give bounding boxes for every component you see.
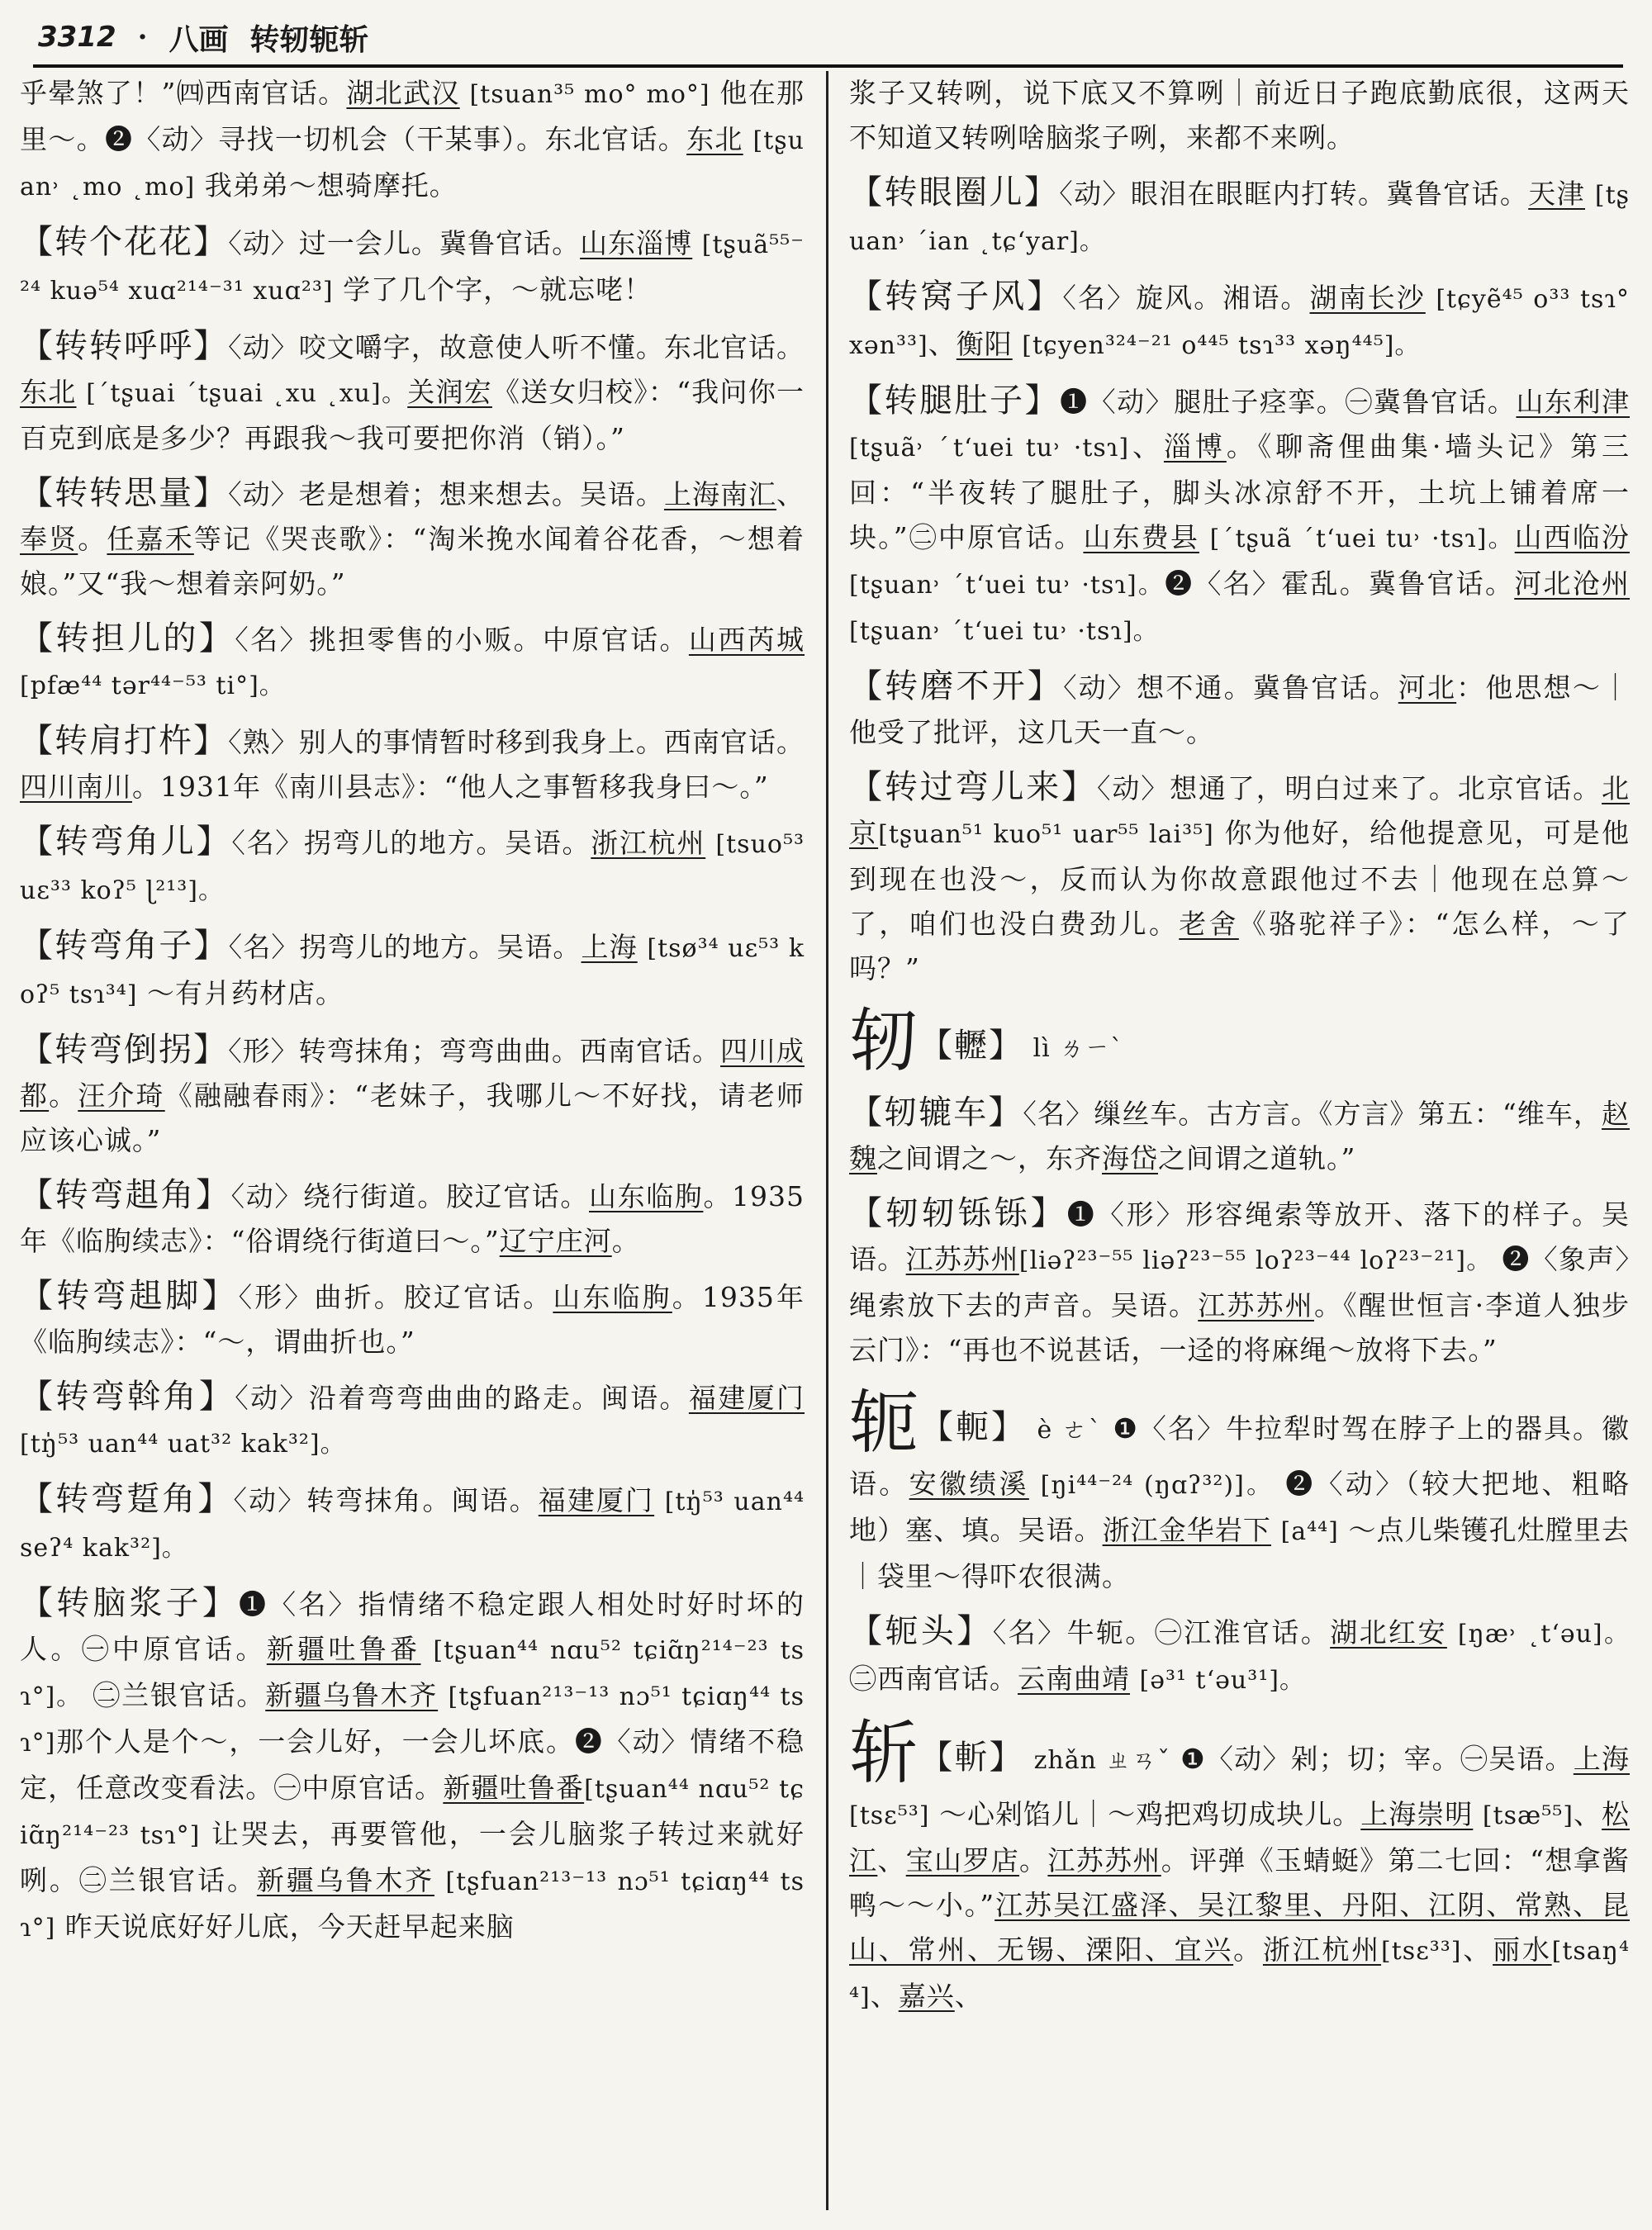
dictionary-entry: 【轫轫铄铄】❶〈形〉形容绳索等放开、落下的样子。吴语。江苏苏州[liəʔ²³⁻⁵⁵ liəʔ²³⁻⁵⁵ loʔ²³⁻⁴⁴ loʔ²³⁻²¹]。 ❷〈象声〉绳索放下去的声音。吴语。江苏苏州。《醒世恒言·李道人独步云门》：“再也不说甚话，一迳的将麻绳～放将下去。”: [849, 1194, 1630, 1366]
place-name: 新疆乌鲁木齐: [265, 1679, 439, 1711]
headword: 【转担儿的】: [20, 619, 235, 657]
phonetic: [a⁴⁴]: [1280, 1517, 1339, 1546]
phonetic: [tʂfuan²¹³⁻¹³ nɔ⁵¹ tɕiɑŋ⁴⁴ tsɿ°]: [20, 1682, 805, 1758]
place-name: 山东费县: [1083, 521, 1199, 553]
definition: ❶〈动〉腿肚子痉挛。㊀冀鲁官话。: [1060, 386, 1517, 418]
definition: ❶〈形〉形容绳索等放开、落下的样子。吴语。: [849, 1198, 1630, 1275]
headword: 【转腿肚子】: [849, 382, 1061, 420]
stroke-section: 八画: [169, 21, 229, 57]
traditional-form: 【轣】: [919, 1027, 1024, 1065]
place-name: 北京: [849, 772, 1630, 849]
definition: 〈名〉拐弯儿的地方。吴语。: [228, 931, 582, 963]
place-name: 海岱: [1102, 1142, 1158, 1174]
dictionary-entry: [849, 170, 1630, 264]
definition: 〈形〉曲折。胶辽官话。: [238, 1281, 553, 1313]
phonetic: [tʂuan˒ ˊt‘uei tu˒ ·tsɿ]。: [849, 571, 1165, 600]
phonetic: [tŋ̍⁵³ uan⁴⁴ uat³² kak³²]。: [20, 1430, 346, 1459]
headword: 【转转思量】: [20, 474, 229, 512]
dictionary-entry: 【转转思量】〈动〉老是想着；想来想去。吴语。上海南汇、奉贤。任嘉禾等记《哭丧歌》：“淘米挽水闻着谷花香，～想着娘。”又“我～想着亲阿奶。”: [20, 474, 805, 600]
traditional-form: 【斬】: [919, 1739, 1024, 1777]
place-name: 山东临朐: [589, 1180, 704, 1212]
definition: 〈动〉绕行街道。胶辽官话。: [230, 1180, 590, 1212]
place-name: 四川南川: [20, 771, 132, 803]
definition: 〈动〉想通了，明白过来了。北京官话。: [1097, 772, 1602, 804]
place-name: 新疆吐鲁番: [266, 1633, 421, 1665]
headword: 【转眼圈儿】: [849, 173, 1060, 211]
place-name: 东北: [20, 376, 77, 408]
place-name: 浙江金华岩下: [1102, 1514, 1271, 1546]
place-name: 四川成都: [20, 1035, 805, 1112]
header-rule: [33, 64, 1623, 68]
headword: 【转弯角儿】: [20, 823, 232, 861]
pronunciation: è ㄜˋ: [1037, 1416, 1103, 1445]
place-name: 江苏苏州: [1047, 1844, 1161, 1877]
dictionary-entry: 【转个花花】〈动〉过一会儿。冀鲁官话。山东淄博 [tʂuã⁵⁵⁻²⁴ kuə⁵⁴ xuɑ²¹⁴⁻³¹ xuɑ²³] 学了几个字，～就忘咾！: [20, 223, 805, 306]
place-name: 上海崇明: [1360, 1798, 1474, 1830]
place-name: 浙江杭州: [1262, 1933, 1382, 1966]
place-name: 湖南长沙: [1309, 282, 1426, 314]
phonetic: [tʂuan˒ ˛mo ˛mo]: [20, 126, 805, 202]
definition: 〈熟〉别人的事情暂时移到我身上。西南官话。: [228, 726, 805, 758]
place-name: 上海: [581, 931, 638, 963]
phonetic: [tsuan³⁵ mo° mo°]: [469, 80, 710, 109]
phonetic: [ˊtʂuã ˊt‘uei tu˒ ·tsɿ]。: [1209, 524, 1515, 553]
phonetic: [ə³¹ t‘əu³¹]。: [1139, 1666, 1305, 1695]
place-name: 河北: [1398, 671, 1457, 704]
phonetic: [tʂuã⁵⁵⁻²⁴ kuə⁵⁴ xuɑ²¹⁴⁻³¹ xuɑ²³]: [20, 230, 805, 306]
author-name: 老舍: [1179, 908, 1239, 940]
phonetic: [ŋi⁴⁴⁻²⁴ (ŋɑʔ³²)]。: [1040, 1471, 1275, 1500]
author-name: 汪介琦: [78, 1079, 165, 1112]
place-name: 湖北红安: [1330, 1616, 1447, 1649]
headword: 【转弯趄脚】: [20, 1277, 239, 1315]
page-number: 3312: [38, 21, 116, 54]
place-name: 山东利津: [1516, 386, 1630, 418]
header-characters: 转轫轭斩: [249, 21, 369, 57]
headword: 【转肩打杵】: [20, 722, 229, 760]
place-name: 丽水: [1493, 1933, 1552, 1966]
dictionary-entry: [20, 1477, 805, 1571]
dictionary-entry: 浆子又转咧，说下底又不算咧｜前近日子跑底勤底很，这两天不知道又转咧啥脑浆子咧，来都不来咧。: [849, 77, 1630, 154]
phonetic: [tʂuan˒ ˊian ˛tɕ‘yar]。: [849, 181, 1630, 256]
headword: 【转弯斡角】: [20, 1378, 235, 1416]
place-name: 嘉兴: [898, 1980, 955, 2012]
place-name: 天津: [1528, 178, 1585, 210]
character-heading: 轭【軛】 è ㄜˋ ❶〈名〉牛拉犁时驾在脖子上的器具。徽语。安徽绩溪 [ŋi⁴⁴⁻²⁴ (ŋɑʔ³²)]。 ❷〈动〉（较大把地、粗略地）塞、填。吴语。浙江金华岩下 [a⁴⁴] ～点儿柴镬孔灶膛里去｜袋里～得吓农很满。: [849, 1382, 1630, 1592]
headword: 【转个花花】: [20, 223, 229, 261]
definition: 〈名〉挑担零售的小贩。中原官话。: [235, 624, 689, 656]
place-name: 宝山罗店: [905, 1844, 1020, 1877]
place-name: 山东淄博: [580, 227, 693, 259]
place-name: 湖北武汉: [346, 77, 460, 109]
headword: 【转转呼呼】: [20, 327, 229, 365]
headword: 【转过弯儿来】: [849, 768, 1098, 806]
definition: 〈动〉眼泪在眼眶内打转。冀鲁官话。: [1059, 178, 1529, 210]
left-column: [20, 71, 805, 2218]
place-name: 新疆吐鲁番: [443, 1772, 585, 1804]
place-name: 松江: [849, 1798, 1630, 1877]
phonetic: [tsɛ³³]: [1381, 1937, 1462, 1966]
dictionary-entry: 【转弯趄角】〈动〉绕行街道。胶辽官话。山东临朐。1935年《临朐续志》：“俗谓绕行街道曰～。”辽宁庄河。: [20, 1176, 805, 1257]
place-name: 赵魏: [849, 1098, 1630, 1174]
dictionary-entry: [20, 616, 805, 709]
place-name-list: 江苏吴江盛泽、吴江黎里、丹阳、江阴、常熟、昆山、常州、无锡、溧阳、宜兴: [849, 1889, 1630, 1966]
headword: 【转窝子风】: [849, 278, 1063, 316]
definition: 〈名〉拐弯儿的地方。吴语。: [231, 827, 591, 859]
place-name: 奉贤: [20, 523, 78, 555]
character-heading: [849, 1001, 1630, 1080]
dictionary-entry: 【转转呼呼】〈动〉咬文嚼字，故意使人听不懂。东北官话。东北 [ˊtʂuai ˊtʂuai ˛xu ˛xu]。关润宏《送女归校》：“我问你一百克到底是多少？再跟我～我可要把你消（销）。”: [20, 327, 805, 454]
phonetic: [tʂuan˒ ˊt‘uei tu˒ ·tsɿ]。: [849, 617, 1159, 646]
place-name: 衡阳: [956, 328, 1013, 360]
phonetic: [pfæ⁴⁴ tər⁴⁴⁻⁵³ ti°]。: [20, 671, 285, 700]
definition: 〈动〉沿着弯弯曲曲的路走。闽语。: [235, 1382, 689, 1414]
place-name: 安徽绩溪: [909, 1468, 1029, 1500]
head-character: 轫: [849, 1000, 920, 1081]
head-character: 斩: [849, 1712, 920, 1793]
headword: 【转弯趄角】: [20, 1176, 231, 1214]
pronunciation: lì ㄌㄧˋ: [1032, 1034, 1124, 1063]
dictionary-entry: 【轭头】〈名〉牛轭。㊀江淮官话。湖北红安 [ŋæ˒ ˛t‘əu]。㊁西南官话。云南曲靖 [ə³¹ t‘əu³¹]。: [849, 1612, 1630, 1695]
place-name: 山西临汾: [1514, 521, 1630, 553]
definition: 〈名〉旋风。湘语。: [1062, 282, 1310, 314]
phonetic: [tʂuan⁴⁴ nɑu⁵² tɕiɑ̃ŋ²¹⁴⁻²³ tsɿ°]。: [20, 1636, 805, 1711]
author-name: 任嘉禾: [107, 523, 194, 555]
author-name: 关润宏: [407, 376, 492, 408]
definition: ❶〈动〉剁；切；宰。㊀吴语。: [1180, 1743, 1574, 1775]
headword: 【转弯角子】: [20, 927, 229, 965]
phonetic: [tŋ̍⁵³ uan⁴⁴ seʔ⁴ kak³²]。: [20, 1487, 805, 1563]
dictionary-entry: 【转腿肚子】❶〈动〉腿肚子痉挛。㊀冀鲁官话。山东利津 [tʂuã˒ ˊt‘uei tu˒ ·tsɿ]、淄博。《聊斋俚曲集·墙头记》第三回：“半夜转了腿肚子，脚头冰凉舒不开，土坑上铺着席一块。”㊁中原官话。山东费县 [ˊtʂuã ˊt‘uei tu˒ ·tsɿ]。山西临汾 [tʂuan˒ ˊt‘uei tu˒ ·tsɿ]。❷〈名〉霍乱。冀鲁官话。河北沧州 [tʂuan˒ ˊt‘uei tu˒ ·tsɿ]。: [849, 382, 1630, 646]
headword: 【轫辘车】: [849, 1094, 1023, 1132]
dictionary-entry: 【转过弯儿来】〈动〉想通了，明白过来了。北京官话。北京[tʂuan⁵¹ kuo⁵¹ uar⁵⁵ lai³⁵] 你为他好，给他提意见，可是他到现在也没～，反而认为你故意跟他过不去｜他现在总算～了，咱们也没白费劲儿。老舍《骆驼祥子》：“怎么样，～了吗？”: [849, 768, 1630, 985]
place-name: 云南曲靖: [1018, 1663, 1130, 1695]
right-column: [849, 71, 1630, 2218]
phonetic: [ˊtʂuai ˊtʂuai ˛xu ˛xu]。: [86, 379, 408, 408]
dictionary-entry: [20, 819, 805, 913]
place-name: 上海南汇: [663, 478, 777, 510]
place-name: 江苏苏州: [1198, 1289, 1314, 1321]
definition: 〈动〉过一会儿。冀鲁官话。: [228, 227, 581, 259]
place-name: 浙江杭州: [591, 827, 706, 859]
phonetic: [tʂfuan²¹³⁻¹³ nɔ⁵¹ tɕiɑŋ⁴⁴ tsɿ°]: [20, 1867, 805, 1943]
place-name: 福建厦门: [688, 1382, 805, 1414]
dictionary-entry: [20, 1374, 805, 1467]
place-name: 辽宁庄河: [499, 1225, 612, 1257]
phonetic: [tʂuã˒ ˊt‘uei tu˒ ·tsɿ]: [849, 434, 1130, 463]
definition: 〈动〉咬文嚼字，故意使人听不懂。东北官话。: [228, 331, 805, 363]
header-dot: ·: [137, 21, 148, 54]
dictionary-entry: 【转肩打杵】〈熟〉别人的事情暂时移到我身上。西南官话。四川南川。1931年《南川县志》：“他人之事暂移我身曰～。”: [20, 722, 805, 803]
dictionary-entry: 【转窝子风】〈名〉旋风。湘语。湖南长沙 [tɕyẽ⁴⁵ o³³ tsɿ° xən³³]、衡阳 [tɕyen³²⁴⁻²¹ o⁴⁴⁵ tsɿ³³ xəŋ⁴⁴⁵]。: [849, 278, 1630, 360]
phonetic: [tsø³⁴ uɛ⁵³ koʔ⁵ tsɿ³⁴]: [20, 934, 805, 1009]
place-name: 福建厦门: [538, 1484, 655, 1516]
headword: 【转磨不开】: [849, 667, 1064, 705]
dictionary-entry: 【转弯趄脚】〈形〉曲折。胶辽官话。山东临朐。1935年《临朐续志》：“～，谓曲折也。”: [20, 1277, 805, 1358]
headword: 【转弯踅角】: [20, 1480, 234, 1518]
column-divider: [826, 71, 828, 2210]
place-name: 河北沧州: [1514, 567, 1630, 600]
head-character: 轭: [849, 1382, 921, 1463]
traditional-form: 【軛】: [920, 1408, 1028, 1446]
definition: ❶〈名〉指情绪不稳定跟人相处时好时坏的人。㊀中原官话。: [20, 1588, 805, 1665]
dictionary-entry: 【转弯倒拐】〈形〉转弯抹角；弯弯曲曲。西南官话。四川成都。汪介琦《融融春雨》：“老妹子，我哪儿～不好找，请老师应该心诚。”: [20, 1031, 805, 1156]
dictionary-entry: 【轫辘车】〈名〉缫丝车。古方言。《方言》第五：“维车，赵魏之间谓之～，东齐海岱之间谓之道轨。”: [849, 1094, 1630, 1174]
phonetic: [tsæ⁵⁵]: [1482, 1801, 1574, 1830]
phonetic: [ŋæ˒ ˛t‘əu]。: [1457, 1620, 1630, 1649]
headword: 【轭头】: [849, 1612, 993, 1650]
definition: 〈动〉老是想着；想来想去。吴语。: [228, 478, 664, 510]
definition: 〈动〉转弯抹角。闽语。: [233, 1484, 539, 1516]
definition: ❶〈名〉牛拉犁时驾在脖子上的器具。徽语。: [849, 1412, 1630, 1500]
phonetic: [liəʔ²³⁻⁵⁵ liəʔ²³⁻⁵⁵ loʔ²³⁻⁴⁴ loʔ²³⁻²¹]。: [1018, 1246, 1493, 1275]
place-name: 淄博: [1163, 430, 1227, 463]
dictionary-entry: 【转磨不开】〈动〉想不通。冀鲁官话。河北：他思想～｜他受了批评，这几天一直～。: [849, 667, 1630, 748]
place-name: 山东临朐: [553, 1281, 672, 1313]
definition: 〈名〉牛轭。㊀江淮官话。: [992, 1616, 1331, 1649]
phonetic: [tʂuan⁴⁴ nɑu⁵² tɕiɑ̃ŋ²¹⁴⁻²³ tsɿ°]: [20, 1775, 805, 1850]
phonetic: [tɕyẽ⁴⁵ o³³ tsɿ° xən³³]: [849, 285, 1630, 360]
place-name: 东北: [686, 123, 743, 155]
pronunciation: zhǎn ㄓㄢˇ: [1033, 1746, 1171, 1775]
dictionary-entry: 【转弯角子】〈名〉拐弯儿的地方。吴语。上海 [tsø³⁴ uɛ⁵³ koʔ⁵ tsɿ³⁴] ～有爿药材店。: [20, 927, 805, 1009]
page-header: [38, 13, 1607, 61]
definition: 〈动〉想不通。冀鲁官话。: [1063, 671, 1398, 704]
phonetic: [tɕyen³²⁴⁻²¹ o⁴⁴⁵ tsɿ³³ xəŋ⁴⁴⁵]。: [1022, 331, 1421, 360]
headword: 【转弯倒拐】: [20, 1031, 229, 1069]
dictionary-entry: 乎晕煞了！”㈣西南官话。湖北武汉 [tsuan³⁵ mo° mo°] 他在那里～。❷〈动〉寻找一切机会（干某事）。东北官话。东北 [tʂuan˒ ˛mo ˛mo] 我弟弟～想骑摩托。: [20, 77, 805, 202]
dictionary-entry: 【转脑浆子】❶〈名〉指情绪不稳定跟人相处时好时坏的人。㊀中原官话。新疆吐鲁番 [tʂuan⁴⁴ nɑu⁵² tɕiɑ̃ŋ²¹⁴⁻²³ tsɿ°]。 ㊁兰银官话。新疆乌鲁木齐 [tʂfuan²¹³⁻¹³ nɔ⁵¹ tɕiɑŋ⁴⁴ tsɿ°]那个人是个～，一会儿好，一会儿坏底。❷〈动〉情绪不稳定，任意改变看法。㊀中原官话。新疆吐鲁番[tʂuan⁴⁴ nɑu⁵² tɕiɑ̃ŋ²¹⁴⁻²³ tsɿ°] 让哭去，再要管他，一会儿脑浆子转过来就好咧。㊁兰银官话。新疆乌鲁木齐 [tʂfuan²¹³⁻¹³ nɔ⁵¹ tɕiɑŋ⁴⁴ tsɿ°] 昨天说底好好儿底，今天赶早起来脑: [20, 1584, 805, 1943]
definition: 〈名〉缫丝车。古方言。《方言》第五：“维车，: [1023, 1098, 1602, 1130]
definition: 〈形〉转弯抹角；弯弯曲曲。西南官话。: [228, 1035, 720, 1067]
phonetic: [tsaŋ⁴⁴]: [849, 1937, 1630, 2012]
headword: 【转脑浆子】: [20, 1584, 239, 1622]
place-name: 上海: [1573, 1743, 1630, 1775]
place-name: 新疆乌鲁木齐: [256, 1864, 435, 1896]
character-heading: 斩【斬】 zhǎn ㄓㄢˇ ❶〈动〉剁；切；宰。㊀吴语。上海 [tsɛ⁵³] ～心剁馅儿｜～鸡把鸡切成块儿。上海崇明 [tsæ⁵⁵]、松江、宝山罗店。江苏苏州。评弹《玉蜻蜓》第二七回：“想拿酱鸭～～小。”江苏吴江盛泽、吴江黎里、丹阳、江阴、常熟、昆山、常州、无锡、溧阳、宜兴。浙江杭州[tsɛ³³]、丽水[tsaŋ⁴⁴]、嘉兴、: [849, 1712, 1630, 2012]
phonetic: [tsɛ⁵³]: [849, 1801, 930, 1830]
phonetic: [tʂuan⁵¹ kuo⁵¹ uar⁵⁵ lai³⁵]: [878, 820, 1214, 849]
place-name: 山西芮城: [688, 624, 805, 656]
place-name: 江苏苏州: [905, 1243, 1019, 1275]
phonetic: [tsuo⁵³ uɛ³³ koʔ⁵ ɭ²¹³]。: [20, 830, 805, 905]
headword: 【轫轫铄铄】: [849, 1194, 1067, 1232]
